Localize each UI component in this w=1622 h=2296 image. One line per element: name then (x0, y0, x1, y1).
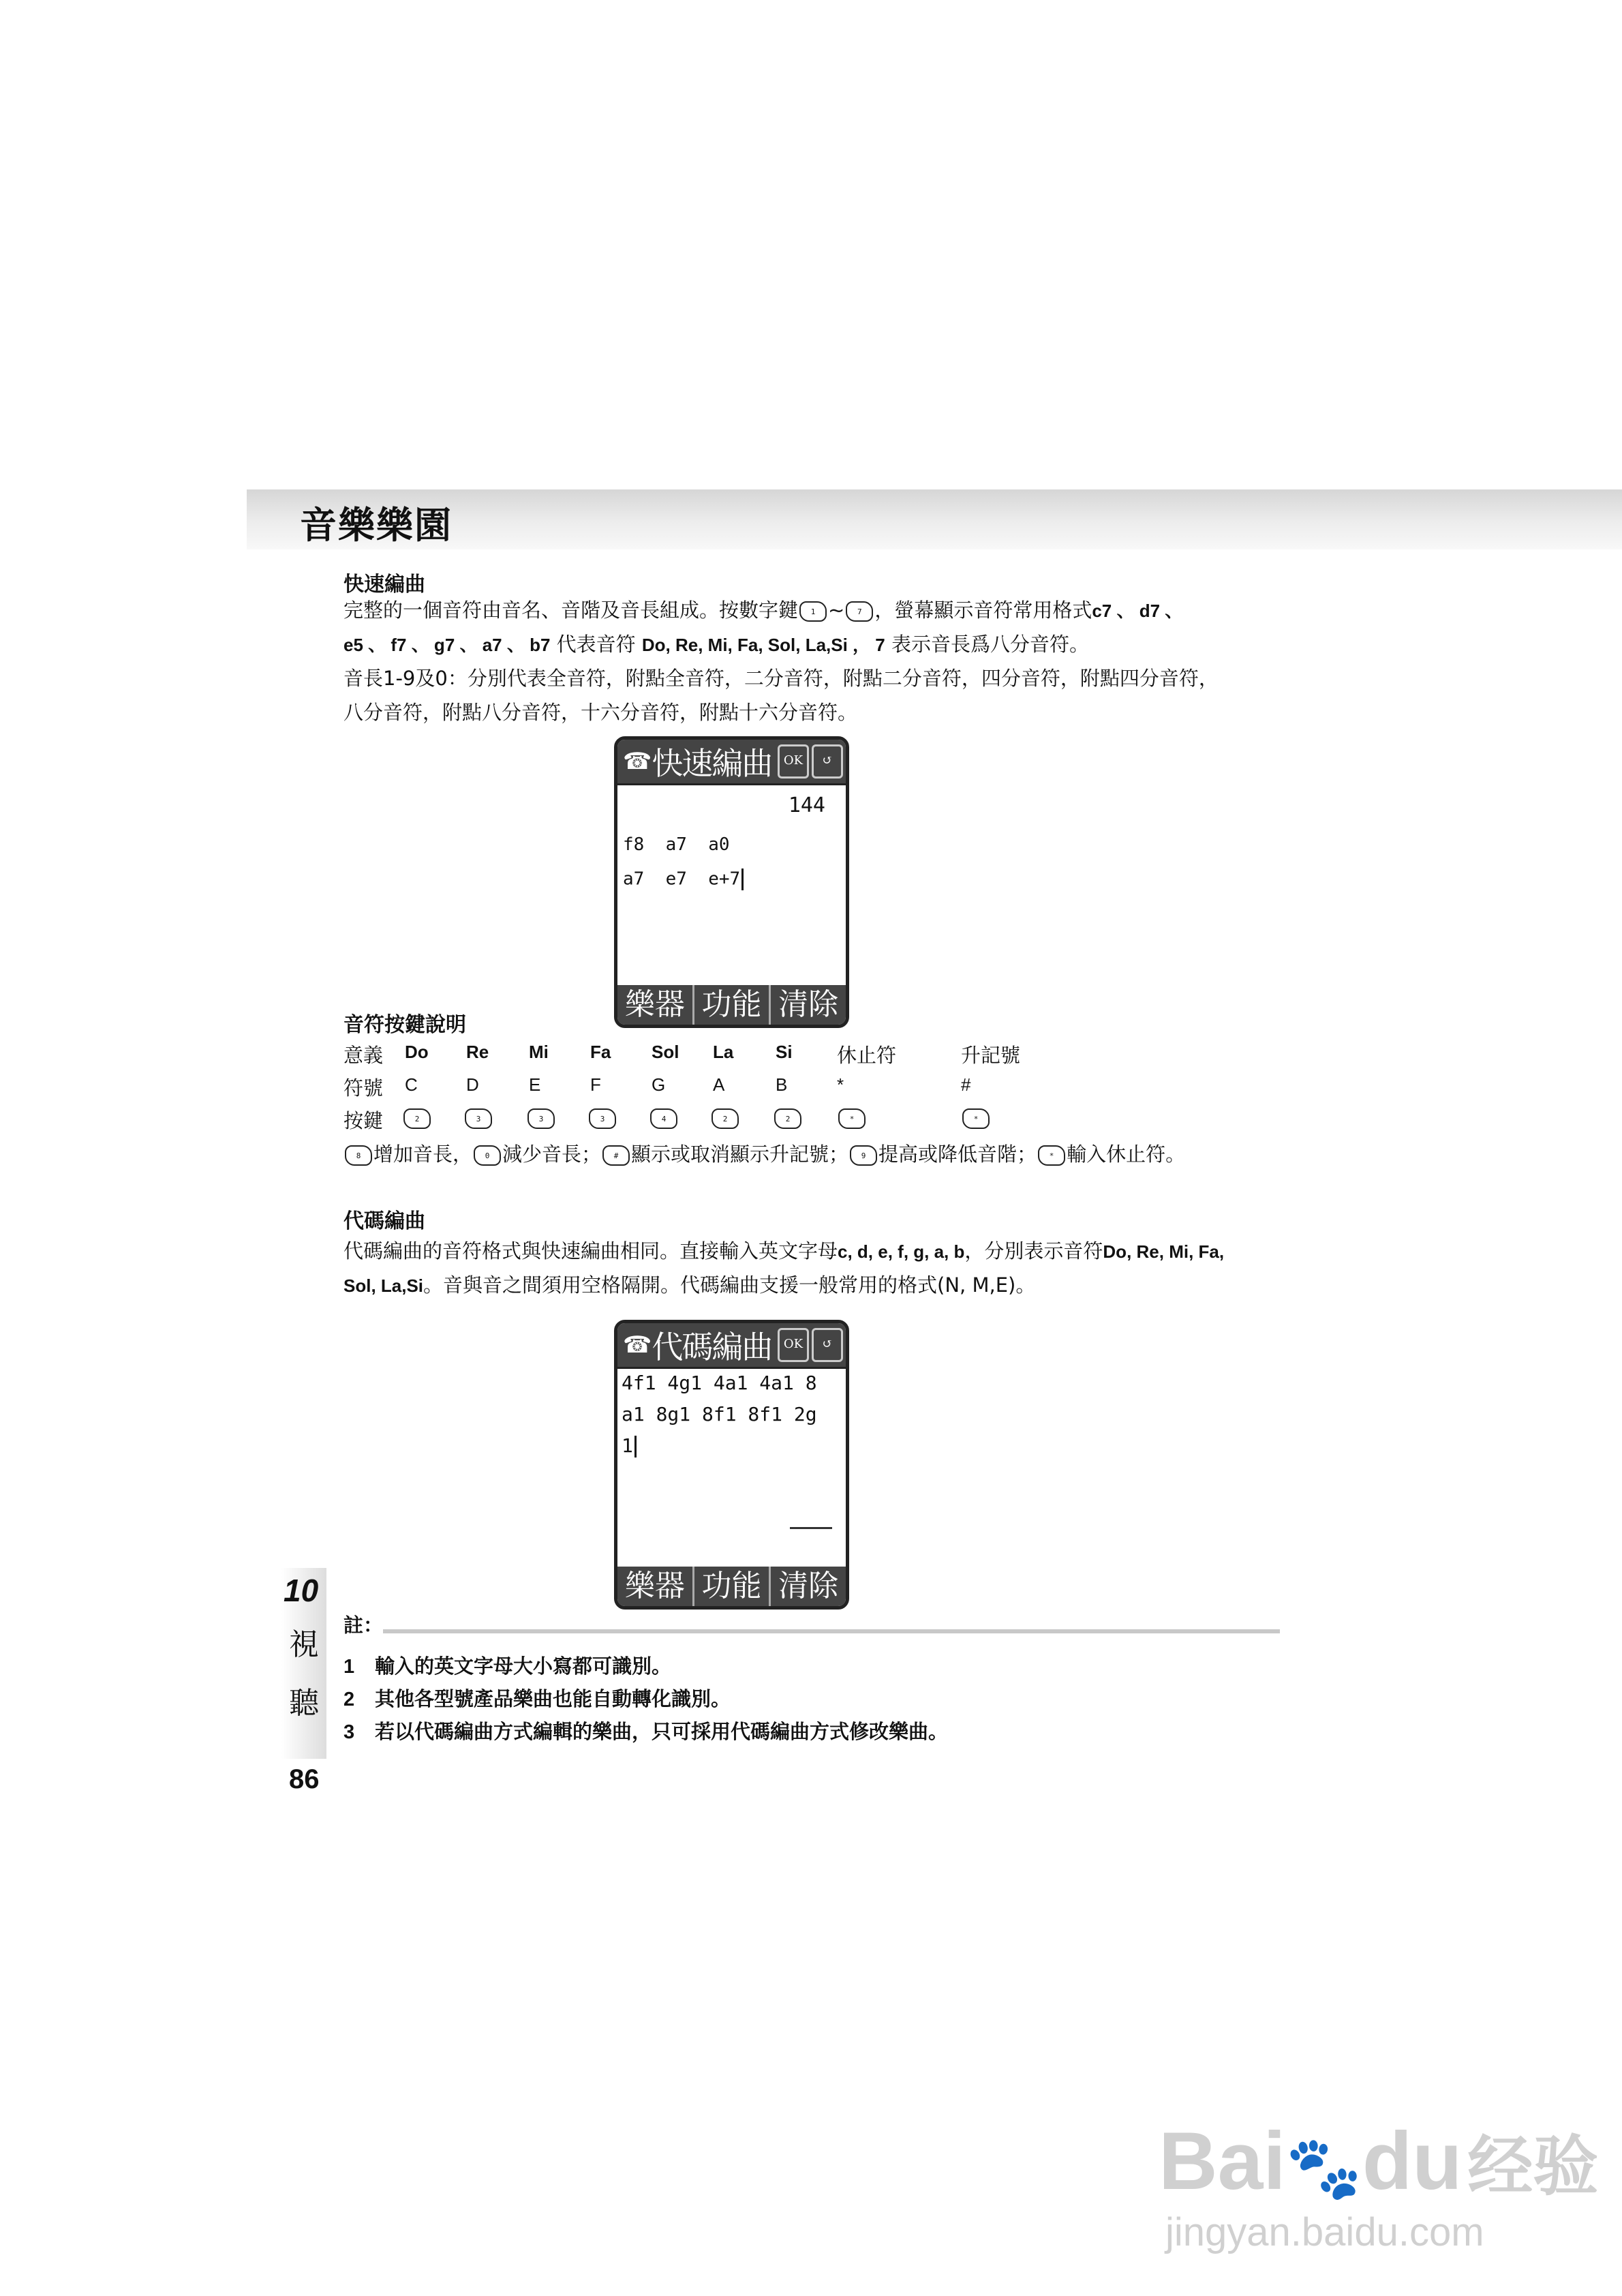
watermark-url: jingyan.baidu.com (1165, 2210, 1484, 2254)
page-title: 音樂樂園 (300, 503, 453, 547)
clear-softkey[interactable]: 清除 (778, 987, 839, 1022)
phone-title-bar (617, 1323, 846, 1369)
quick-compose-paragraph-line-4: 八分音符，附點八分音符，十六分音符，附點十六分音符。 (343, 701, 858, 724)
note-text: 其他各型號產品樂曲也能自動轉化識別。 (375, 1687, 731, 1710)
code-line-1: 4f1 4g1 4a1 4a1 8 (622, 1372, 817, 1394)
key-0-icon: 0 (474, 1145, 501, 1166)
quick-compose-paragraph-line-3: 音長1-9及0：分別代表全音符，附點全音符，二分音符，附點二分音符，四分音符，附點四分音符， (343, 667, 1219, 690)
text: ，分別表示音符 (964, 1239, 1103, 1263)
notes-label: 註： (343, 1614, 384, 1637)
clear-softkey[interactable]: 清除 (778, 1569, 839, 1603)
symbol-g: G (652, 1074, 666, 1095)
row-label-meaning: 意義 (343, 1044, 384, 1067)
key-star-icon: * (1038, 1145, 1065, 1166)
function-softkey[interactable]: 功能 (694, 985, 771, 1025)
key-9-icon: 9 (850, 1145, 877, 1166)
softkey-bar (617, 985, 846, 1025)
chapter-label-2: 聽 (289, 1686, 319, 1721)
note-line-1: f8 a7 a0 (623, 834, 730, 855)
key-3-icon: 3 (465, 1108, 492, 1129)
code-line-2: a1 8g1 8f1 8f1 2g (622, 1403, 817, 1425)
note-line-2[interactable] (623, 868, 744, 890)
note-counter: 144 (788, 794, 825, 817)
ok-button[interactable]: OK (778, 1328, 809, 1362)
code-line-3[interactable] (622, 1434, 637, 1457)
symbol-c: C (405, 1074, 418, 1095)
tilde: ~ (828, 599, 845, 622)
watermark-brand (1159, 2115, 1599, 2209)
note-formats: e5 、 f7 、 g7 、 a7 、 b7 (343, 635, 551, 655)
ok-button[interactable]: OK (778, 744, 809, 779)
phone-app-icon: ☎ (623, 748, 651, 775)
format-examples: c7 、 d7 、 (1092, 601, 1183, 621)
symbol-e: E (529, 1074, 541, 1095)
meaning-sol: Sol (652, 1042, 679, 1062)
legend-text: 顯示或取消顯示升記號； (631, 1143, 849, 1166)
instrument-softkey[interactable]: 樂器 (617, 985, 694, 1025)
symbol-d: D (466, 1074, 479, 1095)
instrument-softkey[interactable]: 樂器 (617, 1567, 694, 1606)
note-names: Do, Re, Mi, Fa, Sol, La,Si ， 7 (641, 635, 885, 655)
note-number: 3 (343, 1721, 355, 1743)
baidu-watermark (1159, 2115, 1599, 2255)
symbol-rest: * (837, 1074, 844, 1095)
key-8-icon: 8 (345, 1145, 372, 1166)
meaning-re: Re (466, 1042, 489, 1062)
back-button[interactable]: ↺ (812, 1328, 843, 1362)
symbol-a: A (713, 1074, 725, 1095)
note-text: 輸入的英文字母大小寫都可識別。 (375, 1655, 672, 1678)
paw-icon: 🐾 (1285, 2134, 1362, 2203)
note-number: 2 (343, 1689, 355, 1710)
key-1-icon: 1 (799, 601, 827, 622)
meaning-mi: Mi (529, 1042, 549, 1062)
code-compose-heading: 代碼編曲 (343, 1209, 425, 1233)
note-item (343, 1651, 671, 1679)
key-star-icon: * (838, 1108, 866, 1129)
key-3-icon: 3 (589, 1108, 616, 1129)
meaning-rest: 休止符 (837, 1044, 897, 1067)
quick-compose-paragraph-line-2 (343, 627, 1089, 662)
watermark-text: Bai (1159, 2115, 1286, 2207)
phone-title: 快速編曲 (652, 745, 772, 782)
key-3-icon: 3 (527, 1108, 555, 1129)
quick-compose-heading: 快速編曲 (343, 573, 425, 596)
meaning-la: La (713, 1042, 734, 1062)
text: 代表音符 (556, 633, 636, 656)
note-item (343, 1717, 948, 1744)
scroll-indicator (790, 1527, 832, 1529)
note-names: Sol, La,Si (343, 1275, 424, 1296)
code-line-3-text: 1 (622, 1434, 633, 1457)
legend-text: 輸入休止符。 (1067, 1143, 1186, 1166)
symbol-sharp: # (961, 1074, 971, 1095)
key-star-icon: * (962, 1108, 990, 1129)
phone-title: 代碼編曲 (652, 1329, 772, 1365)
text: ，螢幕顯示音符常用格式 (874, 599, 1092, 622)
note-names: Do, Re, Mi, Fa, (1103, 1241, 1225, 1262)
watermark-text: du (1362, 2115, 1463, 2207)
meaning-fa: Fa (590, 1042, 611, 1062)
key-4-icon: 4 (650, 1108, 677, 1129)
page-number: 86 (289, 1764, 320, 1794)
legend-text: 減少音長； (502, 1143, 602, 1166)
symbol-b: B (776, 1074, 788, 1095)
phone-title-bar (617, 740, 846, 785)
note-text: 若以代碼編曲方式編輯的樂曲，只可採用代碼編曲方式修改樂曲。 (375, 1720, 949, 1743)
phone-app-icon: ☎ (623, 1331, 651, 1359)
text-cursor (634, 1436, 637, 1457)
chapter-label-1: 視 (289, 1627, 319, 1662)
softkey-bar (617, 1567, 846, 1606)
watermark-text: 经验 (1467, 2130, 1599, 2203)
text: 完整的一個音符由音名、音階及音長組成。按數字鍵 (343, 599, 799, 622)
key-2-icon: 2 (711, 1108, 739, 1129)
section-header-band (247, 489, 1622, 549)
row-label-key: 按鍵 (343, 1109, 384, 1132)
note-line-2-text: a7 e7 e+7 (623, 868, 741, 890)
row-label-symbol: 符號 (343, 1076, 384, 1100)
legend-text: 提高或降低音階； (878, 1143, 1037, 1166)
key-table-heading: 音符按鍵說明 (343, 1013, 466, 1037)
back-button[interactable]: ↺ (812, 744, 843, 779)
key-2-icon: 2 (403, 1108, 431, 1129)
code-compose-phone-screen (614, 1320, 849, 1610)
meaning-do: Do (405, 1042, 429, 1062)
function-softkey[interactable]: 功能 (694, 1567, 771, 1606)
note-number: 1 (343, 1656, 355, 1678)
letter-list: c, d, e, f, g, a, b (838, 1241, 965, 1262)
notes-divider (383, 1629, 1280, 1633)
symbol-f: F (590, 1074, 601, 1095)
key-hash-icon: # (602, 1145, 630, 1166)
legend-text: 增加音長， (373, 1143, 473, 1166)
key-2-icon: 2 (774, 1108, 801, 1129)
text: 。音與音之間須用空格隔開。代碼編曲支援一般常用的格式(N, M,E)。 (423, 1273, 1036, 1297)
text: 表示音長爲八分音符。 (891, 633, 1089, 656)
chapter-number: 10 (284, 1573, 319, 1608)
key-7-icon: 7 (846, 601, 873, 622)
text: 代碼編曲的音符格式與快速編曲相同。直接輸入英文字母 (343, 1239, 838, 1263)
key-legend (343, 1137, 1185, 1171)
quick-compose-phone-screen (614, 736, 849, 1028)
note-item (343, 1684, 731, 1712)
text-cursor (741, 868, 744, 890)
meaning-si: Si (776, 1042, 793, 1062)
meaning-sharp: 升記號 (961, 1044, 1021, 1067)
code-compose-paragraph-line-1 (343, 1234, 1224, 1269)
quick-compose-paragraph-line-1 (343, 593, 1182, 628)
code-compose-paragraph-line-2 (343, 1268, 1035, 1303)
